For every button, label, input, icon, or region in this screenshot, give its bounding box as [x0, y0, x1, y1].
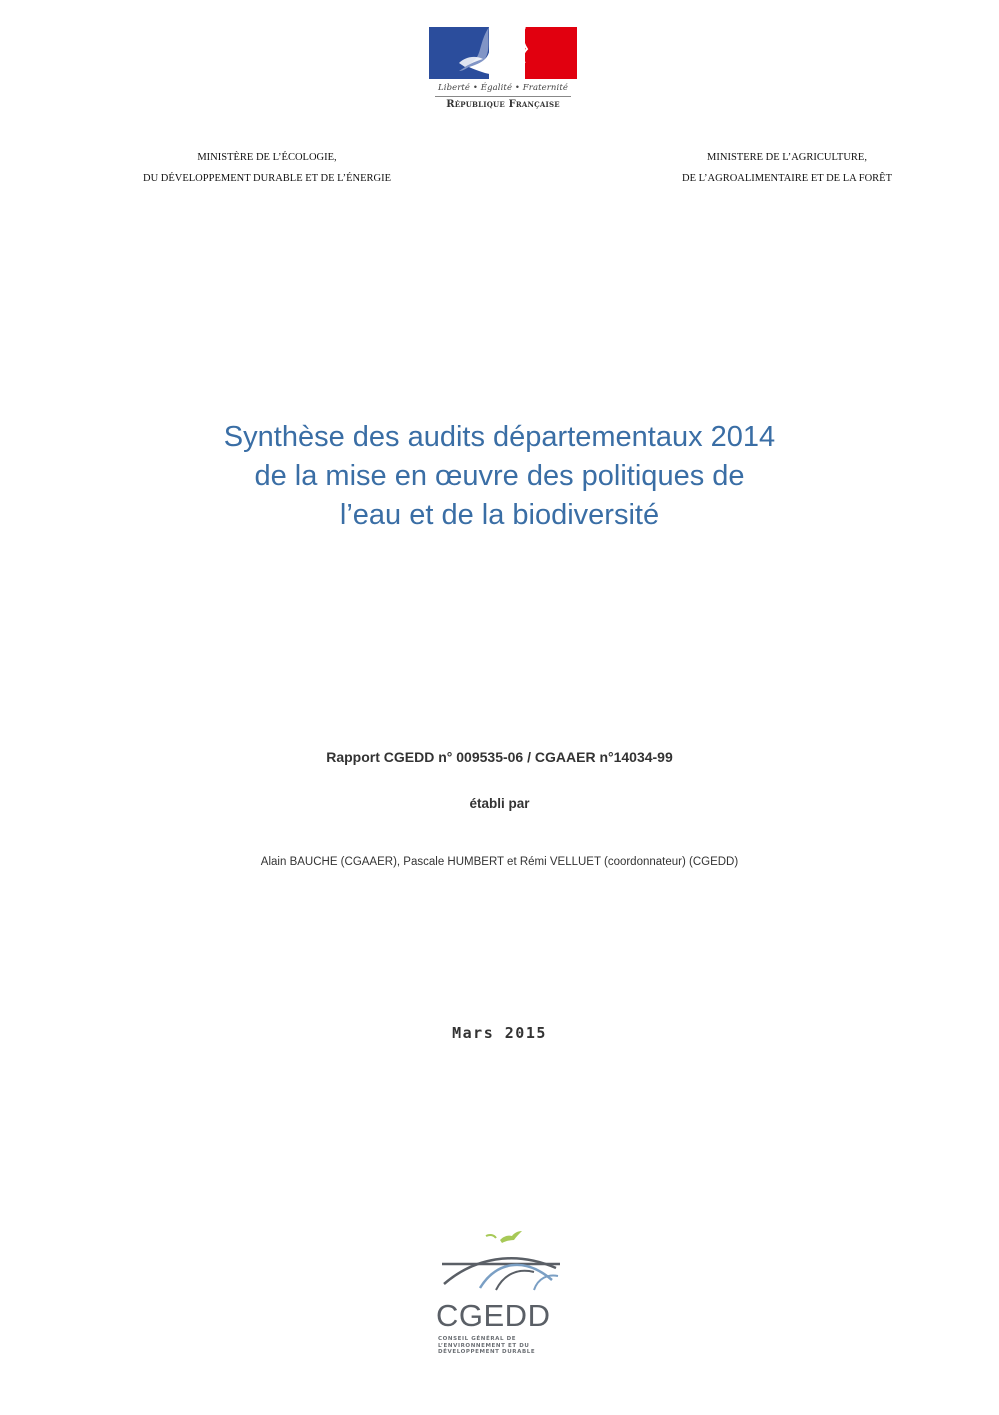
cgedd-subtitle: CONSEIL GÉNÉRAL DE L’ENVIRONNEMENT ET DU DÉVELOPPEMENT DURABLE	[438, 1336, 536, 1355]
report-date: Mars 2015	[452, 1024, 547, 1042]
title-line-2: de la mise en œuvre des politiques de	[254, 460, 745, 492]
marianne-icon	[429, 27, 577, 79]
ministry-ecology	[104, 147, 430, 189]
title-line-3: l’eau et de la biodiversité	[339, 499, 660, 531]
ministry-ecology-line2: DU DÉVELOPPEMENT DURABLE ET DE L’ÉNERGIE	[142, 173, 391, 184]
rf-motto: Liberté • Égalité • Fraternité	[438, 83, 568, 93]
republique-francaise-logo	[429, 27, 577, 110]
ministry-ecology-line1: MINISTÈRE DE L’ÉCOLOGIE,	[197, 152, 337, 163]
report-reference: Rapport CGEDD n° 009535-06 / CGAAER n°14034-99	[326, 749, 673, 765]
ministry-agriculture-line1: MINISTERE DE L’AGRICULTURE,	[707, 152, 867, 163]
authors: Alain BAUCHE (CGAAER), Pascale HUMBERT et Rémi VELLUET (coordonnateur) (CGEDD)	[260, 856, 739, 868]
document-title	[120, 418, 879, 535]
ministry-agriculture-line2: DE L’AGROALIMENTAIRE ET DE LA FORÊT	[681, 173, 893, 184]
rf-separator	[435, 96, 571, 97]
established-by: établi par	[469, 796, 530, 811]
cgedd-name: CGEDD	[436, 1298, 551, 1333]
cgedd-logo	[434, 1228, 568, 1356]
rf-name: République Française	[446, 99, 560, 110]
ministry-agriculture	[645, 147, 929, 189]
cgedd-emblem-icon	[434, 1228, 568, 1300]
title-line-1: Synthèse des audits départementaux 2014	[223, 421, 776, 453]
